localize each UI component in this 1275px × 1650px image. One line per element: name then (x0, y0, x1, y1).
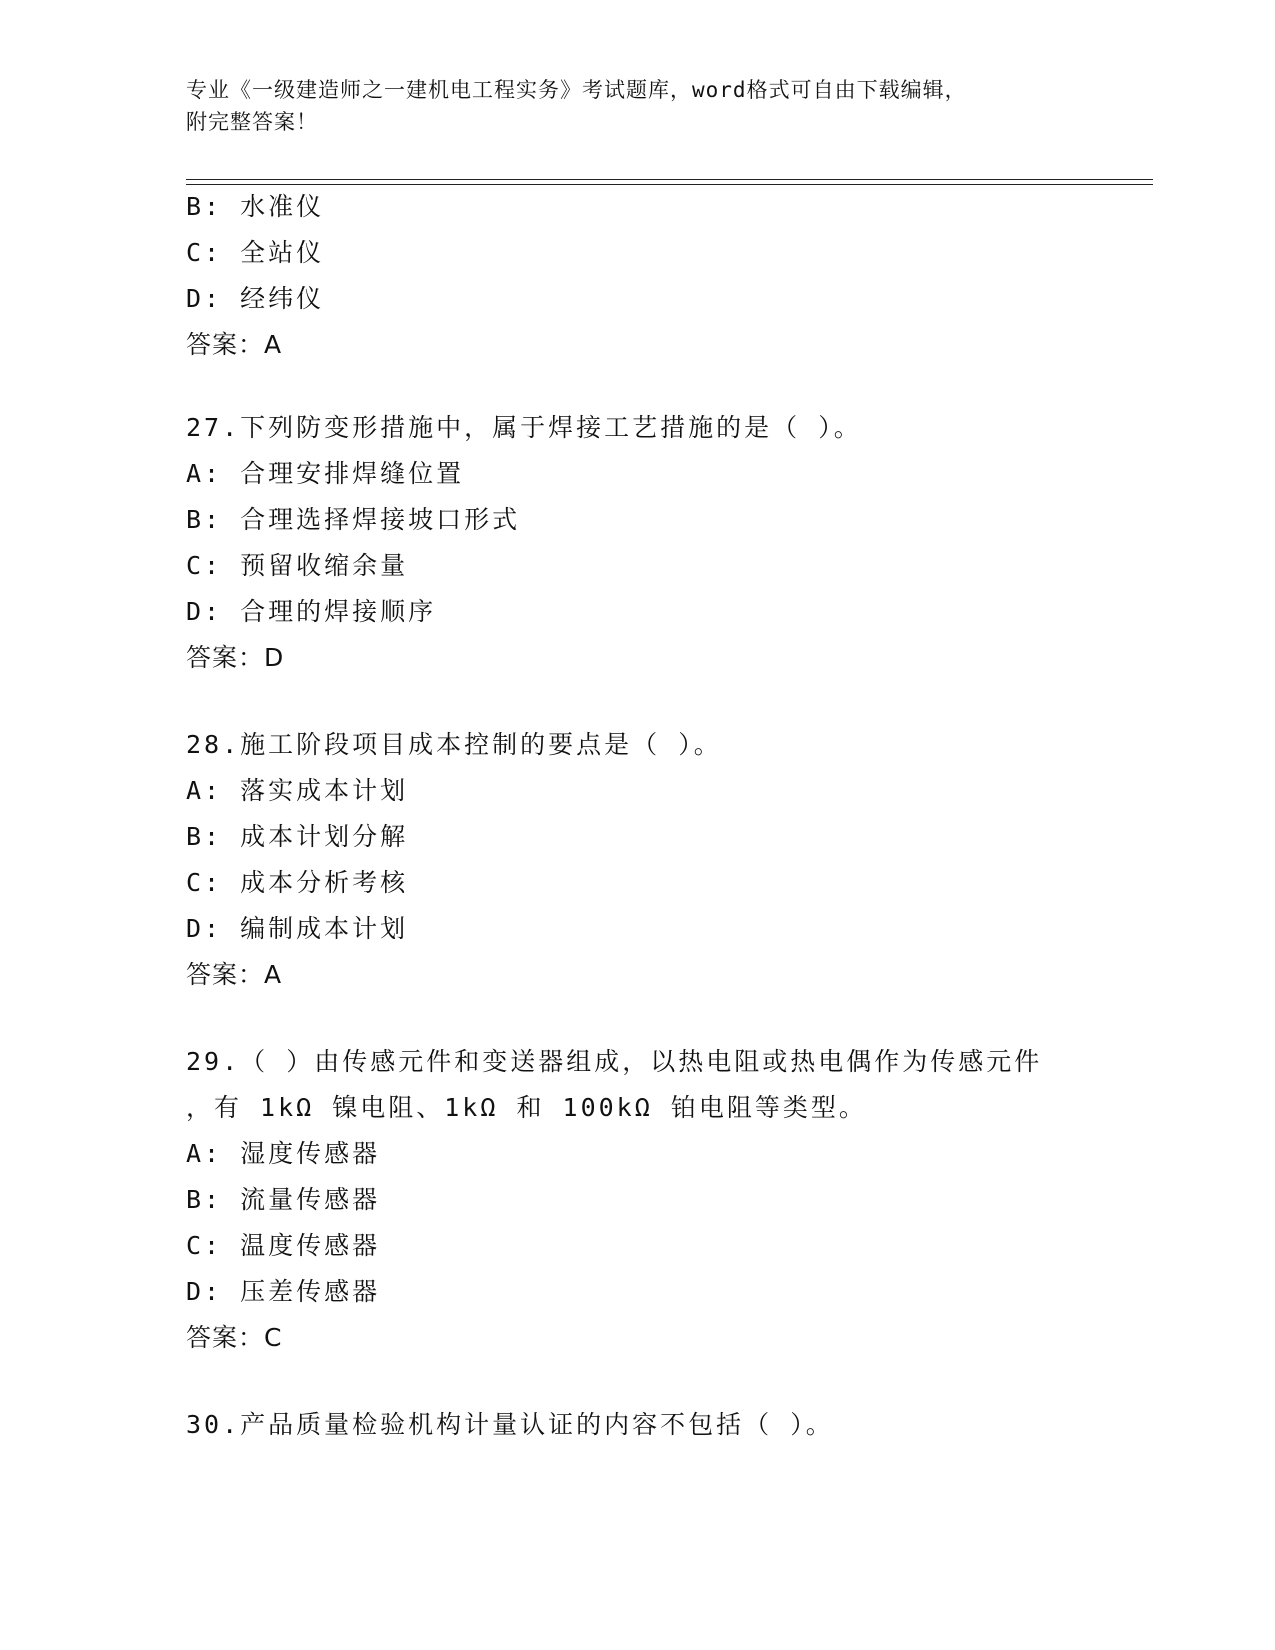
header-line-1: 专业《一级建造师之一建机电工程实务》考试题库，word格式可自由下载编辑， (186, 78, 967, 102)
answer-line: 答案：A (186, 330, 283, 359)
option-c: C: 预留收缩余量 (186, 551, 409, 580)
answer-line: 答案：D (186, 643, 285, 672)
question-29 (186, 1039, 1116, 1361)
document-header (186, 74, 1066, 138)
answer-line: 答案：A (186, 960, 283, 989)
option-d: D: 经纬仪 (186, 284, 325, 313)
option-d: D: 压差传感器 (186, 1277, 381, 1306)
question-28 (186, 722, 1116, 998)
option-c: C: 成本分析考核 (186, 868, 409, 897)
question-stem-cont: ，有 1kΩ 镍电阻、1kΩ 和 100kΩ 铂电阻等类型。 (186, 1093, 867, 1122)
question-stem: 29.（ ）由传感元件和变送器组成，以热电阻或热电偶作为传感元件 (186, 1047, 1043, 1076)
header-line-2: 附完整答案！ (186, 110, 318, 134)
option-b: B: 水准仪 (186, 192, 325, 221)
option-a: A: 湿度传感器 (186, 1139, 381, 1168)
question-stem: 27.下列防变形措施中，属于焊接工艺措施的是（ ）。 (186, 413, 862, 442)
header-divider-top (186, 179, 1153, 180)
question-stem: 30.产品质量检验机构计量认证的内容不包括（ ）。 (186, 1410, 834, 1439)
option-b: B: 成本计划分解 (186, 822, 409, 851)
option-b: B: 合理选择焊接坡口形式 (186, 505, 521, 534)
option-a: A: 落实成本计划 (186, 776, 409, 805)
option-d: D: 合理的焊接顺序 (186, 597, 437, 626)
option-d: D: 编制成本计划 (186, 914, 409, 943)
question-30 (186, 1402, 1116, 1448)
option-a: A: 合理安排焊缝位置 (186, 459, 465, 488)
answer-line: 答案：C (186, 1323, 283, 1352)
option-c: C: 温度传感器 (186, 1231, 381, 1260)
question-26-tail (186, 184, 1116, 368)
question-stem: 28.施工阶段项目成本控制的要点是（ ）。 (186, 730, 722, 759)
option-b: B: 流量传感器 (186, 1185, 381, 1214)
option-c: C: 全站仪 (186, 238, 325, 267)
question-27 (186, 405, 1116, 681)
